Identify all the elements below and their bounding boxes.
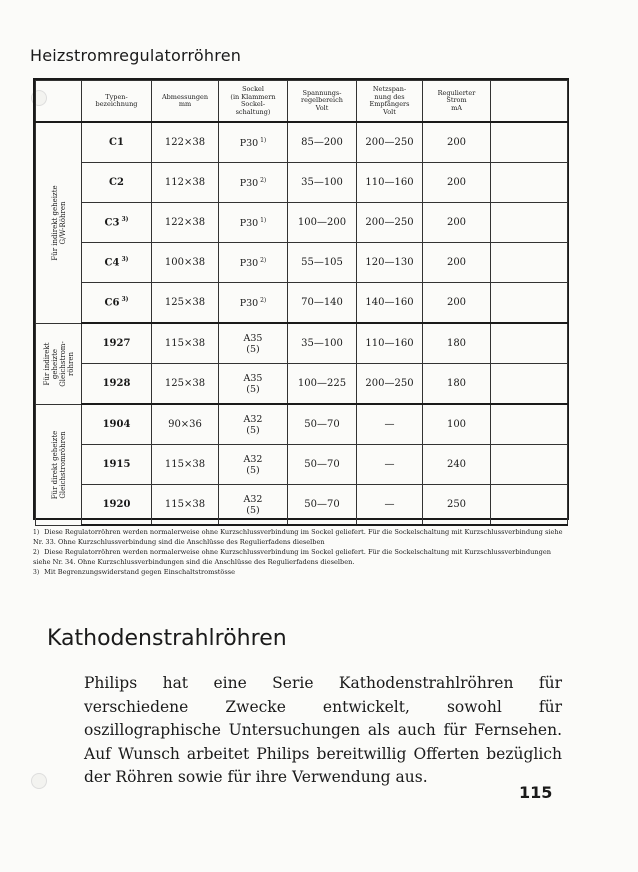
cell-current: 100 <box>423 404 491 445</box>
socket-circuit: (5) <box>246 424 260 436</box>
group-label: Für indirekt geheizte Gleichstrom- röhren <box>42 340 75 387</box>
cell-type: 1920 <box>82 485 152 526</box>
cell-type: C2 <box>82 163 152 203</box>
table-row <box>36 364 568 405</box>
socket-circuit: (5) <box>246 343 260 355</box>
cell-voltage-range: 70—140 <box>288 283 357 324</box>
table-row <box>36 243 568 283</box>
footnotes <box>33 528 569 580</box>
column-header: Regulierter Strom mA <box>423 81 491 123</box>
table-row <box>36 163 568 203</box>
cell-mains-voltage: 140—160 <box>357 283 423 324</box>
footnote-ref: 2) <box>258 177 267 185</box>
page-number: 115 <box>519 783 553 802</box>
table-row <box>36 485 568 526</box>
cell-voltage-range: 100—225 <box>288 364 357 405</box>
footnote-mark: 1) <box>33 529 40 536</box>
footnote-ref: 3) <box>119 216 129 224</box>
cell-current: 180 <box>423 364 491 405</box>
table-row <box>36 404 568 445</box>
cell-current: 200 <box>423 203 491 243</box>
cell-socket: A35 (5) <box>219 364 288 405</box>
cell-empty <box>491 243 568 283</box>
cell-socket: P30 $^{2)}$ <box>219 243 288 283</box>
group-label-cell <box>36 404 82 525</box>
cell-dimensions: 125×38 <box>152 283 219 324</box>
column-header <box>36 81 82 123</box>
footnote <box>33 548 569 566</box>
cell-voltage-range: 35—100 <box>288 323 357 364</box>
cell-socket: A32 (5) <box>219 445 288 485</box>
cell-dimensions: 115×38 <box>152 445 219 485</box>
footnote-mark: 2) <box>33 549 40 557</box>
group-label-cell <box>36 323 82 404</box>
cell-dimensions: 122×38 <box>152 203 219 243</box>
cell-dimensions: 90×36 <box>152 404 219 445</box>
footnote-ref: 3) <box>119 256 129 264</box>
cell-empty <box>491 485 568 526</box>
cell-empty <box>491 323 568 364</box>
table-row <box>36 323 568 364</box>
cell-voltage-range: 50—70 <box>288 485 357 526</box>
footnote-text: Mit Begrenzungswiderstand gegen Einschaltstromstösse <box>44 568 236 577</box>
cell-type: 1915 <box>82 445 152 485</box>
cell-current: 200 <box>423 122 491 163</box>
footnote-ref: 1) <box>258 217 267 225</box>
cell-dimensions: 115×38 <box>152 485 219 526</box>
table-row <box>36 203 568 243</box>
cell-empty <box>491 404 568 445</box>
cell-mains-voltage: 200—250 <box>357 203 423 243</box>
cell-dimensions: 122×38 <box>152 122 219 163</box>
group-label: Für indirekt geheizte G/W-Röhren <box>50 185 67 261</box>
cell-empty <box>491 445 568 485</box>
cell-dimensions: 125×38 <box>152 364 219 405</box>
cell-mains-voltage: — <box>357 485 423 526</box>
page-title: Heizstromregulatorröhren <box>30 46 242 65</box>
column-header: Typen- bezeichnung <box>82 81 152 123</box>
cell-mains-voltage: 200—250 <box>357 122 423 163</box>
cell-type: 1927 <box>82 323 152 364</box>
cell-voltage-range: 50—70 <box>288 445 357 485</box>
footnote-ref: 2) <box>258 297 267 305</box>
regulator-tube-table <box>35 80 568 526</box>
cell-socket: A35 (5) <box>219 323 288 364</box>
cell-current: 250 <box>423 485 491 526</box>
cell-voltage-range: 35—100 <box>288 163 357 203</box>
section-title: Kathodenstrahlröhren <box>47 626 287 651</box>
cell-empty <box>491 122 568 163</box>
cell-voltage-range: 50—70 <box>288 404 357 445</box>
socket-circuit: (5) <box>246 464 260 476</box>
footnote-ref: 1) <box>258 137 267 145</box>
cell-socket: P30 $^{1)}$ <box>219 203 288 243</box>
footnote-mark: 3) <box>33 569 40 577</box>
cell-mains-voltage: 110—160 <box>357 163 423 203</box>
cell-type: C1 <box>82 122 152 163</box>
group-label-cell <box>36 122 82 323</box>
cell-mains-voltage: 120—130 <box>357 243 423 283</box>
cell-type: C6 $^{3)}$ <box>82 283 152 324</box>
table-header-row <box>36 81 568 123</box>
column-header: Abmessungen mm <box>152 81 219 123</box>
column-header: Sockel (in Klammern Sockel- schaltung) <box>219 81 288 123</box>
cell-mains-voltage: — <box>357 404 423 445</box>
punch-hole-bottom <box>31 773 47 789</box>
table-row <box>36 122 568 163</box>
cell-mains-voltage: 200—250 <box>357 364 423 405</box>
cell-dimensions: 115×38 <box>152 323 219 364</box>
body-paragraph: Philips hat eine Serie Kathodenstrahlröhren für verschiedene Zwecke entwickelt, sowohl für oszillographische Untersuchungen als auch für Fernsehen. Auf Wunsch arbeitet Philips bereitwillig Offerten bezüglich der Röhren sowie für ihre Verwendung aus. <box>84 674 562 786</box>
socket-circuit: (5) <box>246 504 260 516</box>
cell-dimensions: 112×38 <box>152 163 219 203</box>
table-row <box>36 283 568 324</box>
column-header: Netzspan- nung des Empfängers Volt <box>357 81 423 123</box>
cell-current: 180 <box>423 323 491 364</box>
cell-current: 240 <box>423 445 491 485</box>
footnote-text: Diese Regulatorröhren werden normalerweise ohne Kurzschlussverbindung im Sockel geliefert. Für die Sockelschaltung mit Kurzschlussverbindungen siehe Nr. 34. Ohne Kurzschlussverbindungen sind die Anschlüsse des Regulierfadens dieselben. <box>33 548 551 566</box>
cell-socket: P30 $^{1)}$ <box>219 122 288 163</box>
cell-empty <box>491 163 568 203</box>
footnote <box>33 568 569 578</box>
cell-empty <box>491 283 568 324</box>
cell-type: 1904 <box>82 404 152 445</box>
table-row <box>36 445 568 485</box>
socket-circuit: (5) <box>246 383 260 395</box>
cell-voltage-range: 85—200 <box>288 122 357 163</box>
cell-current: 200 <box>423 163 491 203</box>
cell-socket: A32 (5) <box>219 404 288 445</box>
footnote <box>33 528 569 546</box>
cell-empty <box>491 364 568 405</box>
tube-table-frame <box>33 78 569 520</box>
column-header: Spannungs- regelbereich Volt <box>288 81 357 123</box>
group-label: Für direkt geheizte Gleichstromröhren <box>50 430 67 499</box>
cell-mains-voltage: — <box>357 445 423 485</box>
cell-dimensions: 100×38 <box>152 243 219 283</box>
cell-socket: P30 $^{2)}$ <box>219 283 288 324</box>
footnote-ref: 3) <box>119 296 129 304</box>
cell-socket: A32 (5) <box>219 485 288 526</box>
column-header <box>491 81 568 123</box>
cell-mains-voltage: 110—160 <box>357 323 423 364</box>
cell-voltage-range: 100—200 <box>288 203 357 243</box>
cell-current: 200 <box>423 283 491 324</box>
cell-current: 200 <box>423 243 491 283</box>
cell-type: 1928 <box>82 364 152 405</box>
cell-type: C4 $^{3)}$ <box>82 243 152 283</box>
footnote-ref: 2) <box>258 257 267 265</box>
footnote-text: Diese Regulatorröhren werden normalerweise ohne Kurzschlussverbindung im Sockel geliefert. Für die Sockelschaltung mit Kurzschlussverbindung siehe Nr. 33. Ohne Kurzschlussverbindung sind die Anschlüsse des Regulierfadens dieselben <box>33 528 563 546</box>
cell-type: C3 $^{3)}$ <box>82 203 152 243</box>
cell-empty <box>491 203 568 243</box>
cell-voltage-range: 55—105 <box>288 243 357 283</box>
cell-socket: P30 $^{2)}$ <box>219 163 288 203</box>
